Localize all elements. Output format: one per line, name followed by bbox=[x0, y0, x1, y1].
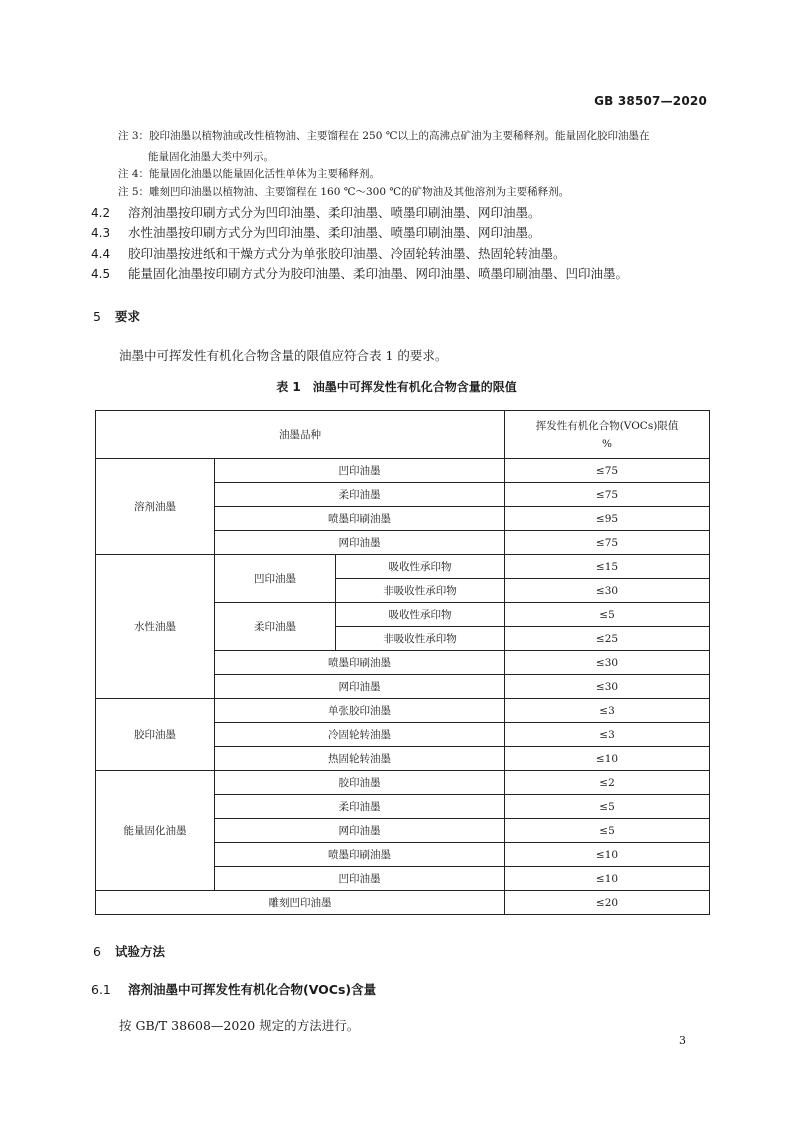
ink-name: 网印油墨 bbox=[215, 531, 505, 555]
ink-name: 热固轮转油墨 bbox=[215, 747, 505, 771]
header-ink-type: 油墨品种 bbox=[96, 411, 505, 459]
clause-number: 4.5 bbox=[91, 267, 111, 281]
limit-value: ≤5 bbox=[505, 819, 710, 843]
clause-4-2 bbox=[91, 203, 541, 223]
header-vocs-limit bbox=[505, 411, 710, 459]
clause-4-3 bbox=[91, 223, 541, 243]
limit-value: ≤5 bbox=[505, 603, 710, 627]
table-row bbox=[96, 459, 710, 483]
substrate-name: 吸收性承印物 bbox=[336, 603, 505, 627]
limit-value: ≤5 bbox=[505, 795, 710, 819]
clause-text: 水性油墨按印刷方式分为凹印油墨、柔印油墨、喷墨印刷油墨、网印油墨。 bbox=[128, 225, 541, 240]
section-title: 溶剂油墨中可挥发性有机化合物(VOCs)含量 bbox=[128, 982, 377, 997]
ink-name: 网印油墨 bbox=[215, 675, 505, 699]
ink-name: 喷墨印刷油墨 bbox=[215, 651, 505, 675]
table-row bbox=[96, 699, 710, 723]
ink-name: 凹印油墨 bbox=[215, 555, 336, 603]
note-3-line-1: 注 3：胶印油墨以植物油或改性植物油、主要馏程在 250 ℃以上的高沸点矿油为主要稀释剂。能量固化胶印油墨在 bbox=[118, 130, 650, 142]
note-5 bbox=[118, 182, 718, 203]
vocs-limit-table bbox=[95, 410, 710, 915]
limit-value: ≤2 bbox=[505, 771, 710, 795]
clause-text: 胶印油墨按进纸和干燥方式分为单张胶印油墨、冷固轮转油墨、热固轮转油墨。 bbox=[128, 246, 566, 261]
ink-name: 柔印油墨 bbox=[215, 795, 505, 819]
section-6-1-paragraph: 按 GB/T 38608—2020 规定的方法进行。 bbox=[119, 1018, 360, 1033]
ink-name: 凹印油墨 bbox=[215, 459, 505, 483]
ink-name: 柔印油墨 bbox=[215, 603, 336, 651]
section-title: 试验方法 bbox=[115, 944, 166, 959]
clause-text: 能量固化油墨按印刷方式分为胶印油墨、柔印油墨、网印油墨、喷墨印刷油墨、凹印油墨。 bbox=[128, 266, 629, 281]
substrate-name: 吸收性承印物 bbox=[336, 555, 505, 579]
table-title: 表 1 油墨中可挥发性有机化合物含量的限值 bbox=[276, 380, 517, 394]
clause-number: 4.2 bbox=[91, 206, 111, 220]
ink-name: 胶印油墨 bbox=[215, 771, 505, 795]
section-5-heading bbox=[93, 307, 140, 325]
header-vocs-limit-unit: % bbox=[602, 437, 612, 450]
limit-value: ≤15 bbox=[505, 555, 710, 579]
table-row bbox=[96, 891, 710, 915]
section-6-heading bbox=[93, 942, 165, 960]
ink-name: 凹印油墨 bbox=[215, 867, 505, 891]
section-number: 6.1 bbox=[91, 982, 111, 997]
clause-4-5 bbox=[91, 264, 628, 284]
note-3-line-2: 能量固化油墨大类中列示。 bbox=[148, 151, 274, 163]
group-water-ink: 水性油墨 bbox=[96, 555, 215, 699]
group-energy-curing-ink: 能量固化油墨 bbox=[96, 771, 215, 891]
clause-4-4 bbox=[91, 244, 566, 264]
section-6-1-heading bbox=[91, 980, 376, 998]
note-3 bbox=[118, 126, 718, 168]
ink-name: 单张胶印油墨 bbox=[215, 699, 505, 723]
clause-number: 4.4 bbox=[91, 247, 111, 261]
limit-value: ≤75 bbox=[505, 483, 710, 507]
limit-value: ≤20 bbox=[505, 891, 710, 915]
substrate-name: 非吸收性承印物 bbox=[336, 627, 505, 651]
limit-value: ≤30 bbox=[505, 651, 710, 675]
note-4-line-1: 注 4：能量固化油墨以能量固化活性单体为主要稀释剂。 bbox=[118, 168, 381, 180]
group-solvent-ink: 溶剂油墨 bbox=[96, 459, 215, 555]
limit-value: ≤3 bbox=[505, 723, 710, 747]
limit-value: ≤30 bbox=[505, 579, 710, 603]
limit-value: ≤75 bbox=[505, 459, 710, 483]
table-header-row bbox=[96, 411, 710, 459]
limit-value: ≤3 bbox=[505, 699, 710, 723]
ink-name: 冷固轮转油墨 bbox=[215, 723, 505, 747]
group-offset-ink: 胶印油墨 bbox=[96, 699, 215, 771]
limit-value: ≤10 bbox=[505, 843, 710, 867]
section-number: 5 bbox=[93, 309, 101, 324]
section-5-paragraph: 油墨中可挥发性有机化合物含量的限值应符合表 1 的要求。 bbox=[119, 348, 448, 363]
limit-value: ≤30 bbox=[505, 675, 710, 699]
page-number: 3 bbox=[679, 1034, 686, 1047]
limit-value: ≤25 bbox=[505, 627, 710, 651]
limit-value: ≤10 bbox=[505, 747, 710, 771]
group-engraving-ink: 雕刻凹印油墨 bbox=[96, 891, 505, 915]
section-number: 6 bbox=[93, 944, 101, 959]
standard-code: GB 38507—2020 bbox=[594, 94, 707, 108]
ink-name: 喷墨印刷油墨 bbox=[215, 507, 505, 531]
note-5-line-1: 注 5：雕刻凹印油墨以植物油、主要馏程在 160 ℃～300 ℃的矿物油及其他溶剂为主要稀释剂。 bbox=[118, 186, 570, 198]
limit-value: ≤75 bbox=[505, 531, 710, 555]
substrate-name: 非吸收性承印物 bbox=[336, 579, 505, 603]
ink-name: 柔印油墨 bbox=[215, 483, 505, 507]
limit-value: ≤95 bbox=[505, 507, 710, 531]
header-vocs-limit-line-1: 挥发性有机化合物(VOCs)限值 bbox=[535, 419, 679, 432]
limit-value: ≤10 bbox=[505, 867, 710, 891]
clause-text: 溶剂油墨按印刷方式分为凹印油墨、柔印油墨、喷墨印刷油墨、网印油墨。 bbox=[128, 205, 541, 220]
ink-name: 喷墨印刷油墨 bbox=[215, 843, 505, 867]
table-row bbox=[96, 771, 710, 795]
section-title: 要求 bbox=[115, 309, 141, 324]
clause-number: 4.3 bbox=[91, 226, 111, 240]
ink-name: 网印油墨 bbox=[215, 819, 505, 843]
table-row bbox=[96, 555, 710, 579]
